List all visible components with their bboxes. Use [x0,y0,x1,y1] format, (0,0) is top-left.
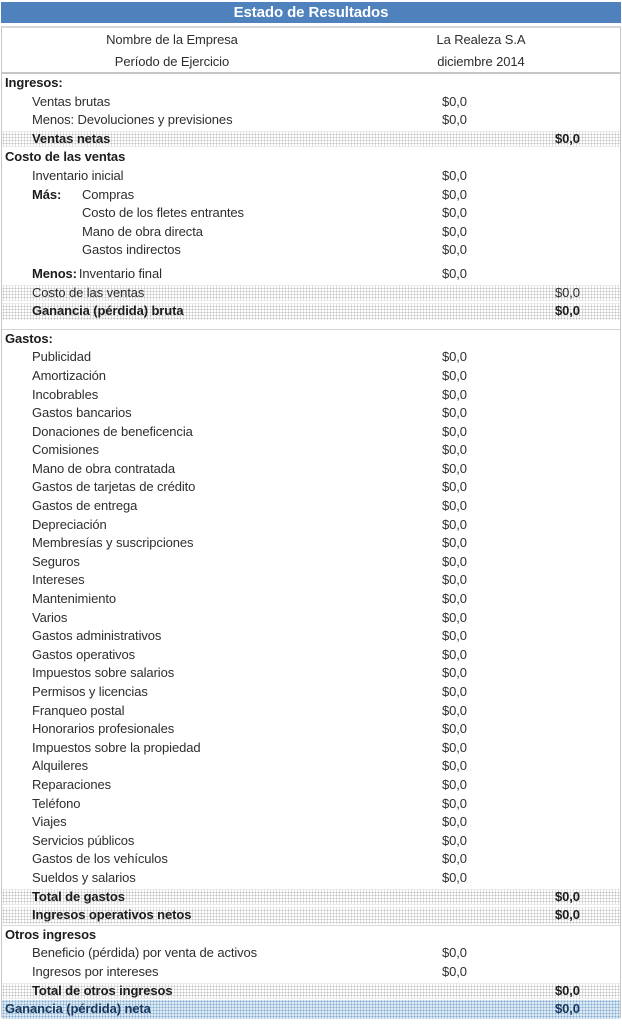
item-row [2,111,620,130]
row-label: Seguros [32,553,80,569]
row-value: $0,0 [442,646,467,662]
total-row [2,982,620,1001]
row-label: Gastos indirectos [82,242,181,258]
row-value: $0,0 [442,628,467,644]
row-prefix: Más: [32,186,62,202]
row-label: Ganancia (pérdida) neta [5,1001,151,1017]
row-label: Gastos: [5,330,53,346]
row-value: $0,0 [442,814,467,830]
row-label: Total de otros ingresos [32,982,173,998]
row-value: $0,0 [442,498,467,514]
row-label: Gastos administrativos [32,628,162,644]
total-row [2,302,620,321]
item-row [2,776,620,795]
row-value: $0,0 [555,888,580,904]
row-value: $0,0 [442,265,467,281]
item-row [2,664,620,683]
row-value: $0,0 [442,851,467,867]
company-info-row [2,30,620,50]
row-value: $0,0 [442,386,467,402]
row-value: $0,0 [442,609,467,625]
row-label: Ingresos operativos netos [32,907,192,923]
period-label: Período de Ejercicio [114,54,230,69]
row-value: $0,0 [442,405,467,421]
row-value: $0,0 [442,242,467,258]
row-label: Sueldos y salarios [32,869,136,885]
row-value: $0,0 [442,205,467,221]
item-row [2,739,620,758]
row-value: $0,0 [442,167,467,183]
item-row [2,720,620,739]
row-label: Mano de obra contratada [32,460,175,476]
row-label: Honorarios profesionales [32,721,175,737]
row-value: $0,0 [442,349,467,365]
row-label: Viajes [32,814,67,830]
row-value: $0,0 [442,869,467,885]
row-value: $0,0 [442,223,467,239]
row-value: $0,0 [555,284,580,300]
row-value: $0,0 [442,553,467,569]
item-row [2,944,620,963]
row-label: Reparaciones [32,776,112,792]
item-row [2,386,620,405]
item-row [2,460,620,479]
row-value: $0,0 [442,758,467,774]
row-value: $0,0 [442,795,467,811]
item-row [2,963,620,982]
item-row [2,850,620,869]
row-value: $0,0 [555,303,580,319]
item-row [2,367,620,386]
row-value: $0,0 [442,739,467,755]
row-label: Gastos de entrega [32,498,138,514]
item-row [2,204,620,223]
row-value: $0,0 [442,423,467,439]
item-row [2,534,620,553]
spacer-row [2,321,620,330]
row-label: Impuestos sobre la propiedad [32,739,201,755]
row-label: Costo de las ventas [32,284,145,300]
row-label: Mano de obra directa [82,223,203,239]
row-label: Incobrables [32,386,99,402]
row-value: $0,0 [442,945,467,961]
row-label: Menos: Devoluciones y previsiones [32,112,233,128]
item-row [2,757,620,776]
net-income-row [2,1000,620,1019]
row-label: Costo de las ventas [5,149,126,165]
row-value: $0,0 [442,112,467,128]
company-name-value: La Realeza S.A [436,32,526,47]
row-value: $0,0 [442,776,467,792]
row-label: Donaciones de beneficencia [32,423,193,439]
row-label: Depreciación [32,516,107,532]
row-label: Ventas brutas [32,93,111,109]
row-value: $0,0 [555,907,580,923]
row-label: Otros ingresos [5,926,97,942]
row-label: Compras [82,186,135,202]
company-name-label: Nombre de la Empresa [106,32,238,47]
row-label: Intereses [32,572,85,588]
row-label: Impuestos sobre salarios [32,665,175,681]
row-value: $0,0 [555,1001,580,1017]
row-value: $0,0 [442,479,467,495]
item-row [2,627,620,646]
item-row [2,795,620,814]
row-value: $0,0 [442,442,467,458]
item-row [2,516,620,535]
item-row [2,497,620,516]
total-row [2,130,620,149]
row-value: $0,0 [442,535,467,551]
section-row [2,74,620,93]
item-row [2,441,620,460]
row-value: $0,0 [442,832,467,848]
row-value: $0,0 [442,186,467,202]
row-label: Comisiones [32,442,99,458]
item-row [2,571,620,590]
total-row [2,906,620,925]
item-row [2,265,620,284]
row-value: $0,0 [555,130,580,146]
item-row [2,241,620,260]
total-row [2,888,620,907]
item-row [2,223,620,242]
statement-rows [2,74,620,1019]
item-row [2,404,620,423]
row-label: Gastos de tarjetas de crédito [32,479,196,495]
row-prefix: Menos: [32,265,77,281]
row-value: $0,0 [442,460,467,476]
row-label: Inventario final [78,265,162,281]
row-value: $0,0 [442,93,467,109]
item-row [2,478,620,497]
row-label: Costo de los fletes entrantes [82,205,244,221]
row-value: $0,0 [555,982,580,998]
row-value: $0,0 [442,572,467,588]
row-label: Franqueo postal [32,702,125,718]
row-label: Ingresos por intereses [32,963,159,979]
item-row [2,590,620,609]
row-label: Membresías y suscripciones [32,535,194,551]
row-label: Mantenimiento [32,591,116,607]
row-label: Beneficio (pérdida) por venta de activos [32,945,258,961]
period-value: diciembre 2014 [437,54,525,69]
item-row [2,186,620,205]
section-row [2,148,620,167]
row-value: $0,0 [442,591,467,607]
row-value: $0,0 [442,516,467,532]
company-info-box [1,26,621,73]
row-label: Servicios públicos [32,832,135,848]
row-value: $0,0 [442,665,467,681]
item-row [2,832,620,851]
row-label: Ingresos: [5,75,63,90]
item-row [2,423,620,442]
row-label: Total de gastos [32,888,125,904]
item-row [2,167,620,186]
row-value: $0,0 [442,367,467,383]
row-value: $0,0 [442,684,467,699]
item-row [2,348,620,367]
item-row [2,553,620,572]
row-label: Teléfono [32,795,81,811]
row-label: Varios [32,609,68,625]
row-label: Inventario inicial [32,167,124,183]
item-row [2,869,620,888]
item-row [2,702,620,721]
row-label: Gastos operativos [32,646,136,662]
period-info-row [2,52,620,72]
item-row [2,93,620,112]
total-row [2,284,620,303]
statement-body [1,73,621,1018]
row-label: Ventas netas [32,130,111,146]
section-row [2,925,620,945]
section-row [2,330,620,349]
row-label: Gastos de los vehículos [32,851,168,867]
row-label: Amortización [32,367,106,383]
item-row [2,609,620,628]
row-label: Permisos y licencias [32,684,148,699]
row-label: Ganancia (pérdida) bruta [32,303,184,319]
row-value: $0,0 [442,721,467,737]
item-row [2,646,620,665]
row-label: Alquileres [32,758,89,774]
item-row [2,683,620,702]
row-value: $0,0 [442,963,467,979]
statement-title-bar: Estado de Resultados [1,2,621,23]
row-label: Publicidad [32,349,91,365]
row-label: Gastos bancarios [32,405,132,421]
row-value: $0,0 [442,702,467,718]
item-row [2,813,620,832]
